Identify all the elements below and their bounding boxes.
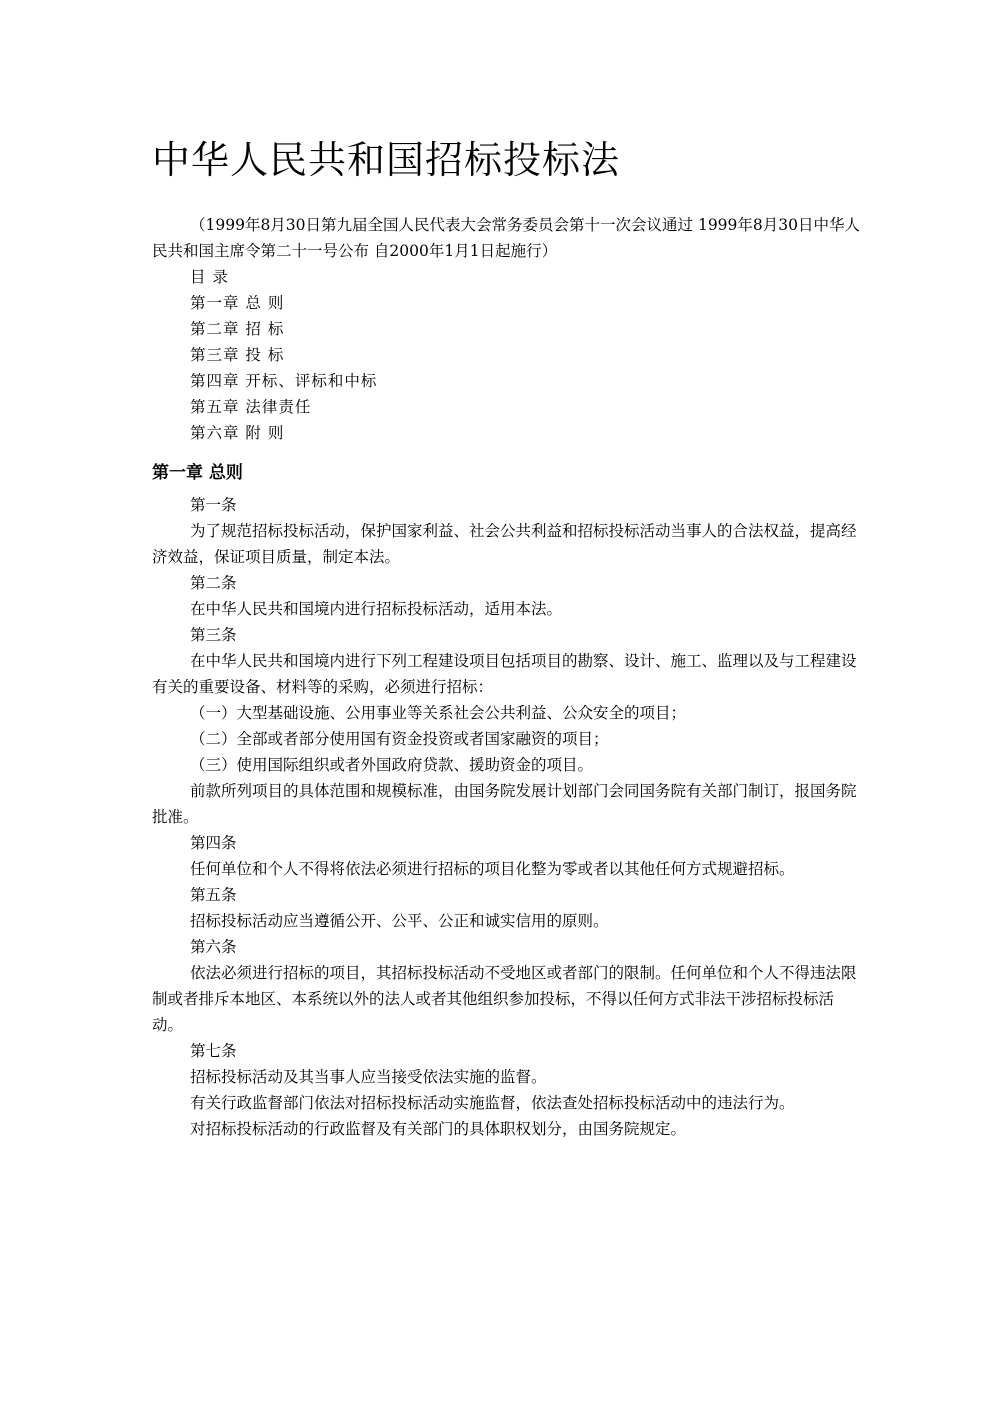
article-list-item: （三）使用国际组织或者外国政府贷款、援助资金的项目。 [190, 756, 594, 774]
article-label: 第四条 [190, 834, 237, 852]
toc-item-chapter-5: 第五章 法律责任 [190, 398, 312, 416]
article-list-item: （二）全部或者部分使用国有资金投资或者国家融资的项目； [190, 730, 609, 748]
article-4 [152, 830, 862, 882]
article-paragraph: 有关行政监督部门依法对招标投标活动实施监督，依法查处招标投标活动中的违法行为。 [190, 1094, 795, 1112]
document-title: 中华人民共和国招标投标法 [152, 138, 621, 182]
article-paragraph: 为了规范招标投标活动，保护国家利益、社会公共利益和招标投标活动当事人的合法权益，提高经济效益，保证项目质量，制定本法。 [152, 522, 857, 566]
article-label: 第二条 [190, 574, 237, 592]
article-paragraph: 招标投标活动应当遵循公开、公平、公正和诚实信用的原则。 [190, 912, 609, 930]
toc-item-chapter-2: 第二章 招 标 [190, 320, 285, 338]
article-7 [152, 1038, 862, 1142]
article-paragraph: 在中华人民共和国境内进行招标投标活动，适用本法。 [190, 600, 563, 618]
article-1 [152, 492, 862, 570]
chapter-heading: 第一章 总则 [152, 463, 243, 483]
article-label: 第一条 [190, 496, 237, 514]
article-label: 第六条 [190, 938, 237, 956]
article-3 [152, 622, 862, 830]
toc-item-chapter-3: 第三章 投 标 [190, 346, 285, 364]
document-page [152, 136, 862, 1142]
article-2 [152, 570, 862, 622]
toc-item-chapter-1: 第一章 总 则 [190, 294, 285, 312]
article-label: 第五条 [190, 886, 237, 904]
toc-item-chapter-6: 第六章 附 则 [190, 424, 285, 442]
article-paragraph: 对招标投标活动的行政监督及有关部门的具体职权划分，由国务院规定。 [190, 1120, 687, 1138]
article-paragraph: 依法必须进行招标的项目，其招标投标活动不受地区或者部门的限制。任何单位和个人不得违法限制或者排斥本地区、本系统以外的法人或者其他组织参加投标，不得以任何方式非法干涉招标投标活动。 [152, 964, 857, 1034]
table-of-contents [152, 290, 862, 446]
article-label: 第三条 [190, 626, 237, 644]
article-paragraph: 前款所列项目的具体范围和规模标准，由国务院发展计划部门会同国务院有关部门制订，报国务院批准。 [152, 782, 857, 826]
article-list-item: （一）大型基础设施、公用事业等关系社会公共利益、公众安全的项目； [190, 704, 687, 722]
article-label: 第七条 [190, 1042, 237, 1060]
toc-item-chapter-4: 第四章 开标、评标和中标 [190, 372, 378, 390]
toc-label: 目 录 [190, 268, 229, 286]
article-5 [152, 882, 862, 934]
article-paragraph: 招标投标活动及其当事人应当接受依法实施的监督。 [190, 1068, 547, 1086]
article-paragraph: 任何单位和个人不得将依法必须进行招标的项目化整为零或者以其他任何方式规避招标。 [190, 860, 795, 878]
preamble: （1999年8月30日第九届全国人民代表大会常务委员会第十一次会议通过 1999年8月30日中华人民共和国主席令第二十一号公布 自2000年1月1日起施行） [152, 216, 860, 260]
article-paragraph: 在中华人民共和国境内进行下列工程建设项目包括项目的勘察、设计、施工、监理以及与工程建设有关的重要设备、材料等的采购，必须进行招标： [152, 652, 857, 696]
article-6 [152, 934, 862, 1038]
